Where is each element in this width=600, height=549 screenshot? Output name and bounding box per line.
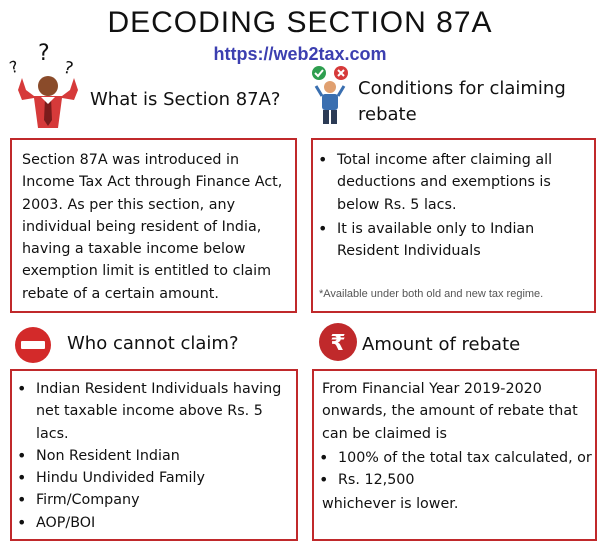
list-item: • AOP/BOI — [14, 512, 284, 534]
who-cannot-list — [14, 378, 284, 534]
amount-heading: Amount of rebate — [362, 334, 521, 355]
no-entry-icon — [14, 326, 52, 364]
list-item: • Rs. 12,500 — [316, 469, 594, 491]
who-cannot-heading: Who cannot claim? — [67, 333, 239, 354]
what-is-box — [10, 138, 297, 313]
confused-person-icon — [8, 40, 88, 130]
conditions-heading-line1: Conditions for claiming — [358, 78, 566, 99]
what-is-text: Section 87A was introduced in Income Tax Act through Finance Act, 2003. As per this section, any individual being resident of India, having a taxable income below exemption limit is entitled to claim rebate of a certain amount. — [22, 152, 283, 302]
page-title: DECODING SECTION 87A — [107, 6, 493, 39]
what-is-heading: What is Section 87A? — [90, 89, 281, 110]
list-item: • Non Resident Indian — [14, 445, 284, 467]
svg-text:₹: ₹ — [330, 331, 346, 356]
list-item: • It is available only to Indian Resident Individuals — [315, 218, 585, 263]
list-item: • Indian Resident Individuals having net taxable income above Rs. 5 lacs. — [14, 378, 284, 445]
regime-note: *Available under both old and new tax regime. — [319, 288, 544, 300]
amount-intro: From Financial Year 2019-2020 onwards, the amount of rebate that can be claimed is — [322, 381, 578, 442]
svg-text:?: ? — [38, 41, 50, 66]
conditions-list — [315, 149, 585, 262]
list-item: • Firm/Company — [14, 489, 284, 511]
conditions-heading-line2: rebate — [358, 104, 417, 125]
list-item: • 100% of the total tax calculated, or — [316, 447, 594, 469]
conditions-box — [311, 138, 596, 313]
list-item: • Total income after claiming all deductions and exemptions is below Rs. 5 lacs. — [315, 149, 585, 216]
svg-text:?: ? — [61, 57, 76, 80]
person-with-choices-icon — [310, 64, 350, 126]
rupee-icon — [318, 322, 358, 362]
amount-list — [316, 447, 594, 492]
list-item: • Hindu Undivided Family — [14, 467, 284, 489]
amount-outro: whichever is lower. — [322, 496, 459, 512]
who-cannot-box — [10, 369, 298, 541]
amount-box — [312, 369, 597, 541]
website-url[interactable]: https://web2tax.com — [213, 44, 387, 64]
svg-text:?: ? — [8, 56, 21, 78]
